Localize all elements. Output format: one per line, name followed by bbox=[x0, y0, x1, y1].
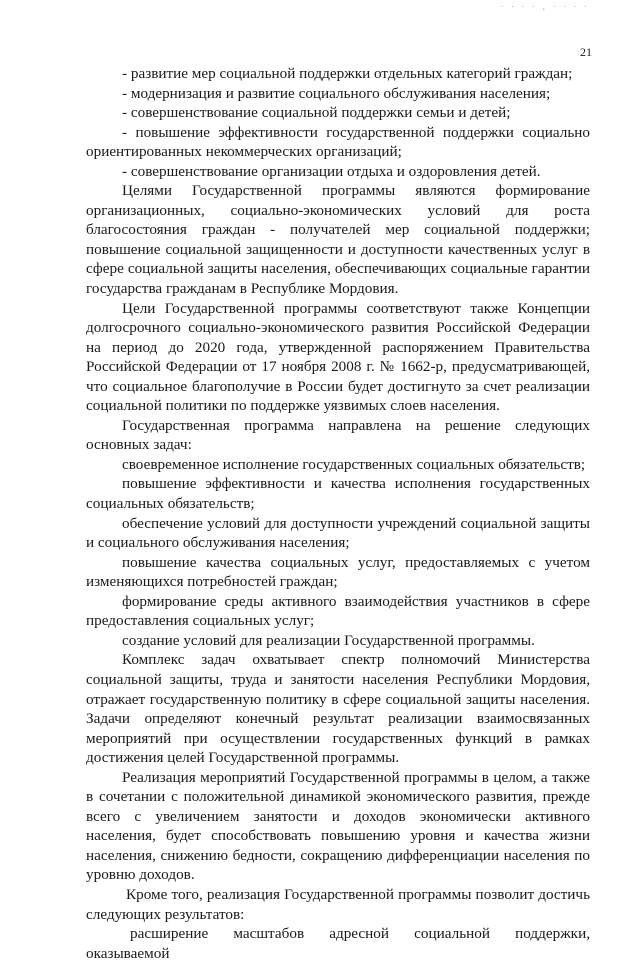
list-item-family-support: - совершенствование социальной поддержки семьи и детей; bbox=[122, 104, 511, 122]
list-item-nonprofit-support: - повышение эффективности государственной поддержки социально ориентированных некоммерческих организаций; bbox=[86, 123, 590, 161]
task-item-interaction: формирование среды активного взаимодействия участников в сфере предоставления социальных услуг; bbox=[86, 592, 590, 630]
paragraph-program-goals: Целями Государственной программы являются формирование организационных, социально-экономических условий для роста благосостояния граждан - получателей мер социальной поддержки; повышение социальной защищенности и доступности качественных услуг в сфере социальной защиты населения, обеспечивающих социальные гарантии государства гражданам в Республике Мордовия. bbox=[86, 182, 590, 298]
list-item-children-recreation: - совершенствование организации отдыха и оздоровления детей. bbox=[122, 162, 541, 180]
scan-artifact: · · · · , · · · · bbox=[500, 3, 589, 11]
result-item-targeted-support: расширение масштабов адресной социальной поддержки, оказываемой bbox=[86, 925, 590, 962]
paragraph-task-scope: Комплекс задач охватывает спектр полномочий Министерства социальной защиты, труда и занятости населения Республики Мордовия, отражает государственную политику в сфере социальной защиты населения. Задачи определяют конечный результат реализации взаимосвязанных мероприятий при осуществлении государственных функций в рамках достижения целей Государственной программы. bbox=[86, 651, 590, 767]
document-body bbox=[86, 64, 590, 963]
list-item-social-support: - развитие мер социальной поддержки отдельных категорий граждан; bbox=[122, 65, 573, 82]
task-item-obligations: своевременное исполнение государственных социальных обязательств; bbox=[122, 455, 586, 473]
paragraph-tasks-intro: Государственная программа направлена на решение следующих основных задач: bbox=[86, 416, 590, 454]
paragraph-implementation-effects: Реализация мероприятий Государственной программы в целом, а также в сочетании с положительной динамикой экономического развития, прежде всего с увеличением занятости и доходов экономически активного населения, будет способствовать повышению уровня и качества жизни населения, снижению бедности, сокращению дифференциации населения по уровню доходов. bbox=[86, 768, 590, 884]
task-item-accessibility: обеспечение условий для доступности учреждений социальной защиты и социального обслуживания населения; bbox=[86, 514, 590, 552]
task-item-implementation: создание условий для реализации Государственной программы. bbox=[122, 631, 535, 649]
task-item-service-quality: повышение качества социальных услуг, предоставляемых с учетом изменяющихся потребностей граждан; bbox=[86, 553, 590, 591]
page-number: 21 bbox=[580, 45, 592, 59]
paragraph-results-intro: Кроме того, реализация Государственной программы позволит достичь следующих результатов: bbox=[86, 885, 590, 923]
list-item-modernization: - модернизация и развитие социального обслуживания населения; bbox=[122, 84, 551, 102]
task-item-efficiency: повышение эффективности и качества исполнения государственных социальных обязательств; bbox=[86, 475, 590, 513]
paragraph-concept-alignment: Цели Государственной программы соответствуют также Концепции долгосрочного социально-экономического развития Российской Федерации на период до 2020 года, утвержденной распоряжением Правительства Российской Федерации от 17 ноября 2008 г. № 1662-р, предусматривающей, что социальное благополучие в России будет достигнуто за счет реализации социальной политики по поддержке уязвимых слоев населения. bbox=[86, 299, 590, 415]
